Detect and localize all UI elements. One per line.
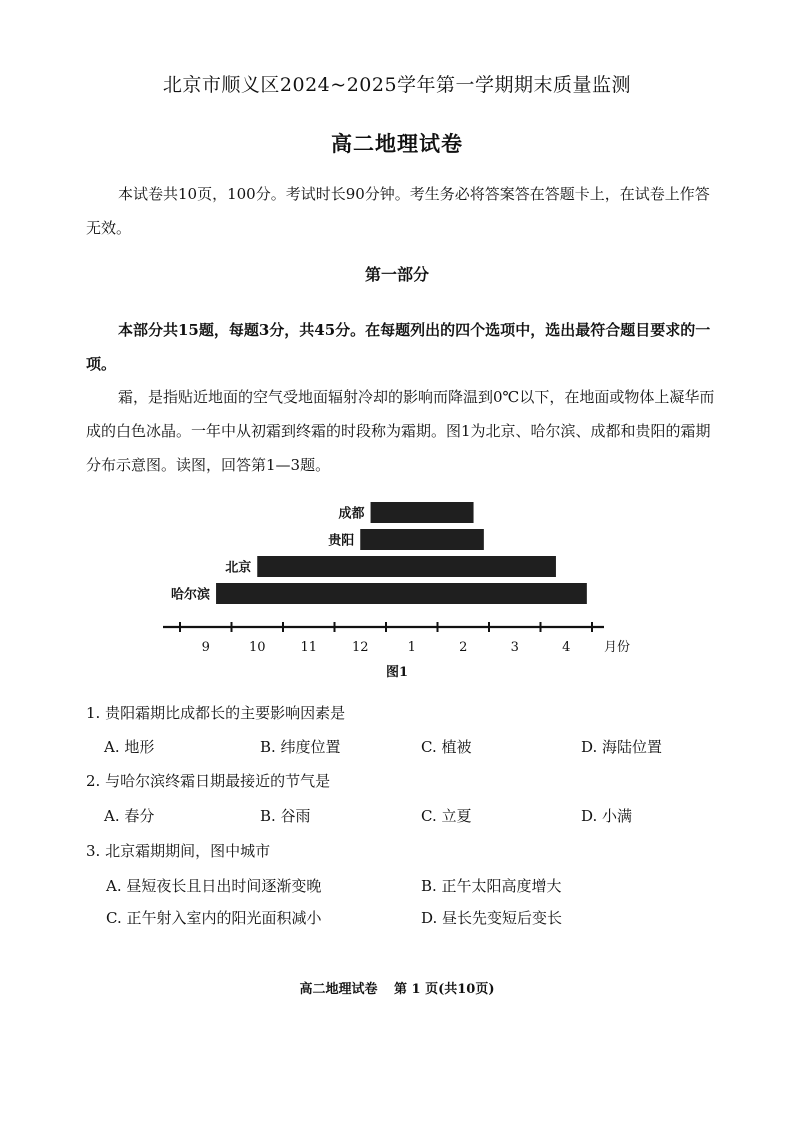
subject-title: 高二地理试卷: [331, 131, 463, 156]
question-2-option-c[interactable]: C. 立夏: [421, 807, 472, 825]
city-label: 北京: [225, 560, 252, 576]
question-2-option-b[interactable]: B. 谷雨: [260, 807, 311, 825]
x-tick-label: 4: [562, 640, 571, 655]
x-tick-label: 1: [407, 640, 416, 655]
question-2-option-d[interactable]: D. 小满: [581, 807, 633, 825]
reading-material: 霜，是指贴近地面的空气受地面辐射冷却的影响而降温到0℃以下，在地面或物体上凝华而成的白色冰晶。一年中从初霜到终霜的时段称为霜期。图1为北京、哈尔滨、成都和贵阳的霜期分布示意图。读图，回答第1—3题。: [86, 388, 715, 474]
part-title: 第一部分: [364, 265, 429, 284]
footer-page-number: 第 1 页(共10页): [394, 982, 495, 997]
question-1-option-d[interactable]: D. 海陆位置: [581, 738, 663, 756]
question-3-option-b[interactable]: B. 正午太阳高度增大: [421, 877, 562, 895]
page-footer: [0, 978, 794, 997]
x-axis-unit-label: 月份: [604, 640, 631, 655]
question-1-stem: 1. 贵阳霜期比成都长的主要影响因素是: [86, 704, 346, 722]
x-tick-label: 12: [351, 640, 369, 655]
question-2-stem: 2. 与哈尔滨终霜日期最接近的节气是: [86, 772, 331, 790]
frost-period-bar: [257, 556, 556, 577]
question-1-option-c[interactable]: C. 植被: [421, 738, 472, 756]
question-1-option-b[interactable]: B. 纬度位置: [260, 738, 341, 756]
exam-instructions: 本试卷共10页，100分。考试时长90分钟。考生务必将答案答在答题卡上，在试卷上作答无效。: [86, 185, 710, 237]
frost-period-bar: [216, 583, 587, 604]
question-2-option-a[interactable]: A. 春分: [104, 807, 155, 825]
question-3-stem: 3. 北京霜期期间，图中城市: [86, 842, 271, 860]
part-description: 本部分共15题，每题3分，共45分。在每题列出的四个选项中，选出最符合题目要求的一项。: [86, 321, 711, 373]
x-tick-label: 9: [201, 640, 210, 655]
city-label: 哈尔滨: [171, 587, 211, 603]
exam-title: 北京市顺义区2024~2025学年第一学期期末质量监测: [162, 74, 632, 96]
figure-caption: 图1: [385, 665, 409, 680]
frost-period-bar: [360, 529, 484, 550]
frost-period-chart: [0, 490, 794, 660]
x-tick-label: 10: [248, 640, 266, 655]
question-3-option-d[interactable]: D. 昼长先变短后变长: [421, 909, 563, 927]
footer-subject: 高二地理试卷: [299, 982, 378, 997]
question-3-option-c[interactable]: C. 正午射入室内的阳光面积减小: [106, 909, 322, 927]
x-tick-label: 11: [300, 640, 318, 655]
question-1-option-a[interactable]: A. 地形: [104, 738, 155, 756]
x-tick-label: 3: [510, 640, 519, 655]
question-3-option-a[interactable]: A. 昼短夜长且日出时间逐渐变晚: [106, 877, 322, 895]
frost-period-bar: [371, 502, 474, 523]
x-tick-label: 2: [459, 640, 468, 655]
city-label: 贵阳: [328, 533, 355, 549]
city-label: 成都: [338, 506, 365, 522]
